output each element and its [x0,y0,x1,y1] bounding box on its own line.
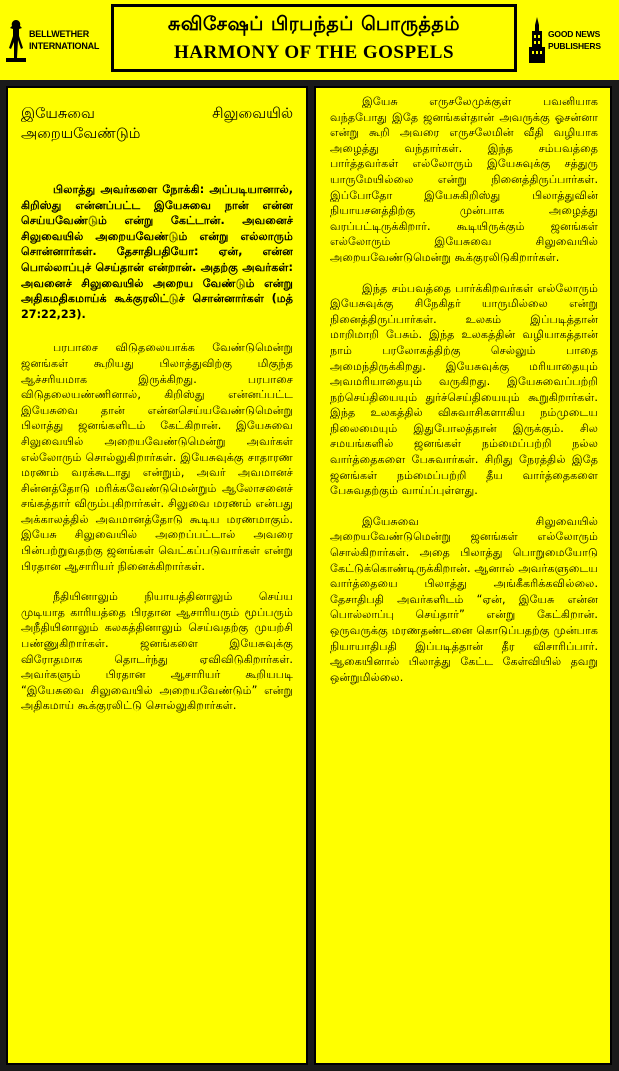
paragraph: நீதியினாலும் நியாயத்தினாலும் செய்ய முடியாத காரியத்தை பிரதான ஆசாரியரும் மூப்பரும் அநீதியினாலும் கலகத்தினாலும் செய்வதற்கு முயற்சி பண்ணுகிறார்கள். ஜனங்களை இயேசுவுக்கு விரோதமாக தொடர்ந்து ஏவிவிடுகிறார்கள். அவர்களும் பிரதான ஆசாரியர் கூறியபடி “இயேசுவை சிலுவையில் அறையவேண்டும்” என்று அதிகமாய் கூக்குரலிட்டு சொல்லுகிறார்கள். [21,590,293,713]
paragraph: இயேசு எருசலேமுக்குள் பவனியாக வந்தபோது இதே ஜனங்கள்தான் அவருக்கு ஓசன்னா என்று கூறி அவரை எருசலேமின் வீதி வழியாக அழைத்து வந்தார்கள். இந்த சம்பவத்தை பார்த்தவர்கள் எல்லோரும் இயேசுவுக்கு சத்துரு யாருமேயில்லை என்று நினைத்திருப்பார்கள். இப்போதோ இயேசுகிறிஸ்து பிலாத்துவின் நியாயசனத்திற்கு முன்பாக அழைத்து வரப்பட்டிருக்கிறார். கூடியிருக்கும் ஜனங்கள் எல்லோரும் இயேசுவை சிலுவையில் அறையவேண்டுமென்று கூக்குரலிடுகிறார்கள். [330,95,598,264]
left-logo-line2: INTERNATIONAL [29,41,100,51]
ram-figure-icon [6,18,26,62]
paragraph: இயேசுவை சிலுவையில் அறையவேண்டுமென்று ஜனங்கள் எல்லோரும் சொல்கிறார்கள். அதை பிலாத்து பொறுமையோடு கேட்டுக்கொண்டிருக்கிறான். ஆனால் அவர்களுடைய வார்த்தையை பிலாத்து அங்கீகரிக்கவில்லை. தேசாதிபதி அவர்களிடம் “ஏன், இயேசு என்ன பொல்லாப்பு செய்தார்” என்று கேட்கிறான். ஒருவருக்கு மரணதண்டனை கொடுப்பதற்கு முன்பாக நியாயாதிபதி இப்படித்தான் தீர விசாரிப்பார். ஆகையினால் பிலாத்து கேட்ட கேள்வியில் தவறு ஒன்றுமில்லை. [330,514,598,684]
right-logo-line2: PUBLISHERS [548,41,601,51]
left-logo-line1: BELLWETHER [29,29,89,39]
title-tamil: சுவிசேஷப் பிரபந்தப் பொருத்தம் [167,13,461,35]
paragraph: பரபாசை விடுதலையாக்க வேண்டுமென்று ஜனங்கள் கூறியது பிலாத்துவிற்கு மிகுந்த ஆச்சரியமாக இருக்கிறது. பரபாசை விடுதலையண்ணினால், கிறிஸ்து என்னப்பட்ட இயேசுவை தான் என்னசெய்யவேண்டுமென்று பிலாத்து ஜனங்களிடம் கேட்கிறான். இயேசுவை சிலுவையில் அறையவேண்டுமென்று அவர்கள் எல்லோரும் சொல்லுகிறார்கள். இயேசுவுக்கு சாதாரண மரணம் வரக்கூடாது என்றும், அவர் அவமானச் சின்னத்தோடு மரிக்கவேண்டுமென்றும் ஆலோசனைச் சங்கத்தார் விரும்புகிறார்கள். சிலுவை மரணம் என்பது அக்காலத்தில் அவமானத்தோடு கூடிய மரணமாகும். இயேசு சிலுவையில் அறைப்பட்டால் அவரை பின்பற்றுவதற்கு ஜனங்கள் வெட்கப்படுவார்கள் என்று பிரதான ஆசாரியர் நினைக்கிறார்கள். [21,341,293,573]
page-header [0,0,619,80]
article-heading: இயேசுவை சிலுவையில் அறையவேண்டும் [21,106,293,142]
right-column [314,86,612,1065]
good-news-logo [528,8,614,72]
building-icon [528,17,546,63]
left-column [6,86,308,1065]
scripture-quote: பிலாத்து அவர்களை நோக்கி: அப்படியானால், கிறிஸ்து என்னப்பட்ட இயேசுவை நான் என்ன செய்யவேண்டும் என்று கேட்டான். அவனைச் சிலுவையில் அறையவேண்டும் என்று எல்லாரும் சொன்னார்கள். தேசாதிபதியோ: ஏன், என்ன பொல்லாப்புச் செய்தான் என்றான். அதற்கு அவர்கள்: அவனைச் சிலுவையில் அறைய வேண்டும் என்று அதிகமதிகமாய்க் கூக்குரலிட்டுச் சொன்னார்கள் (மத் 27:22,23). [21,183,293,321]
bellwether-logo [6,8,102,72]
paragraph: இந்த சம்பவத்தை பார்க்கிறவர்கள் எல்லோரும் இயேசுவுக்கு சிநேகிதர் யாருமில்லை என்று நினைத்திருப்பார்கள். உலகம் இப்படித்தான் மாறிமாறி பேசும். இந்த உலகத்தின் வழியாகத்தான் நாம் பரலோகத்திற்கு செல்லும் பாதை அமைந்திருக்கிறது. இயேசுவுக்கு மரியாதையும் அவமரியாதையும் வருகிறது. இயேசுவைப்பற்றி நற்செய்தியையும் துர்ச்செய்தியையும் கூறுகிறார்கள். இந்த உலகத்தில் விசுவாசிகளாகிய நம்முடைய நிலைமையும் இதுபோலத்தான் இருக்கும். சில சமயங்களில் ஜனங்கள் நம்மைப்பற்றி நல்ல வார்த்தைகளை பேசுவார்கள். சிறிது நேரத்தில் இதே ஜனங்கள் நம்மைப்பற்றி தீய வார்த்தைகளை பேசுவதற்கும் வாய்ப்புள்ளது. [330,281,598,498]
right-logo-line1: GOOD NEWS [548,29,601,39]
title-box [111,4,517,72]
title-english: HARMONY OF THE GOSPELS [173,42,455,63]
